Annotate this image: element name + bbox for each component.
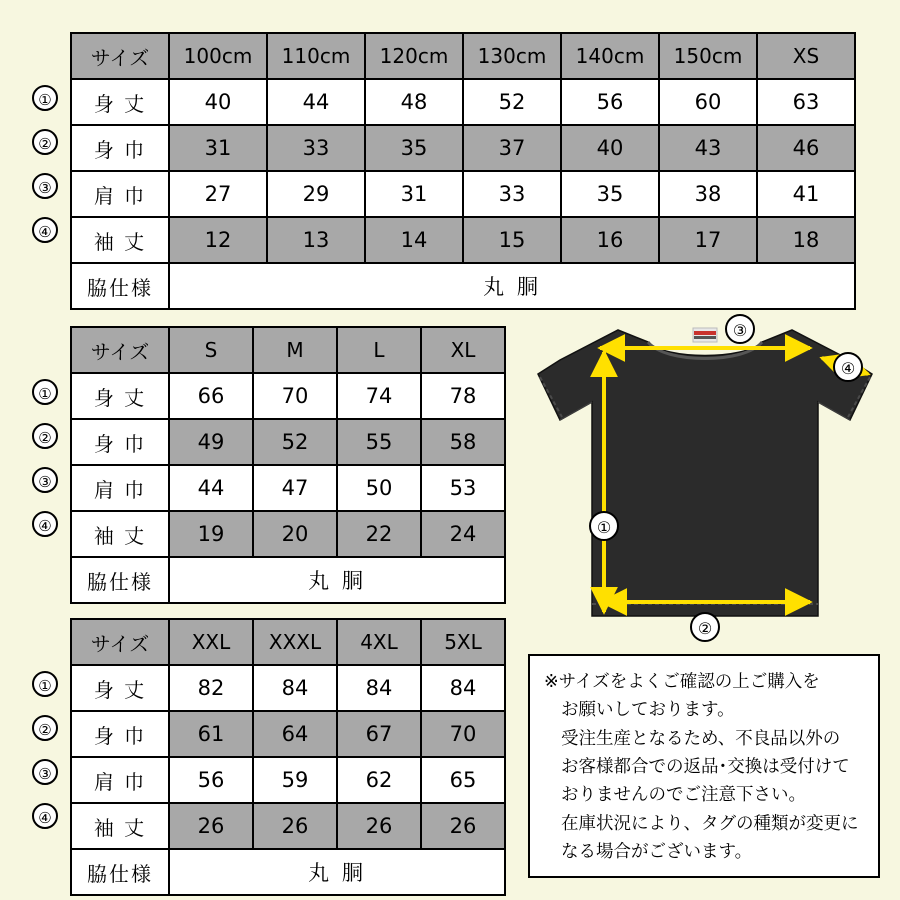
column-header: L	[337, 327, 421, 373]
table-cell: 66	[169, 373, 253, 419]
table-cell: 33	[463, 171, 561, 217]
column-header: XXL	[169, 619, 253, 665]
table-cell: 12	[169, 217, 267, 263]
marker-body-length: ①	[32, 671, 58, 697]
marker-sleeve-length: ④	[32, 803, 58, 829]
table-cell: 15	[463, 217, 561, 263]
marker-shoulder-width: ③	[32, 467, 58, 493]
table-cell: 53	[421, 465, 505, 511]
table-row	[71, 217, 855, 263]
marker-body-length: ①	[32, 85, 58, 111]
marker-shoulder-width: ③	[32, 759, 58, 785]
size-table-big	[38, 618, 506, 896]
table-cell: 26	[337, 803, 421, 849]
table-cell: 47	[253, 465, 337, 511]
table-cell: 20	[253, 511, 337, 557]
table-cell: 60	[659, 79, 757, 125]
table-cell: 35	[561, 171, 659, 217]
table-header-row	[71, 619, 505, 665]
column-header: 130cm	[463, 33, 561, 79]
row-label: 袖 丈	[71, 217, 169, 263]
table-cell: 58	[421, 419, 505, 465]
column-header: 150cm	[659, 33, 757, 79]
notice-line: お客様都合での返品･交換は受付けて	[561, 757, 850, 778]
table-cell: 82	[169, 665, 253, 711]
table-row	[71, 511, 505, 557]
table-cell: 43	[659, 125, 757, 171]
row-label: 脇仕様	[71, 849, 169, 895]
diagram-marker-sleeve-length: ④	[833, 352, 863, 382]
table-cell: 84	[421, 665, 505, 711]
column-header: サイズ	[71, 33, 169, 79]
tshirt-svg	[530, 316, 880, 646]
marker-shoulder-width: ③	[32, 173, 58, 199]
table-row	[71, 757, 505, 803]
purchase-notice-box	[528, 654, 880, 878]
marker-body-width: ②	[32, 423, 58, 449]
table-cell: 78	[421, 373, 505, 419]
size-table-adult	[38, 326, 506, 604]
table-cell: 37	[463, 125, 561, 171]
table-cell: 26	[421, 803, 505, 849]
table-cell: 59	[253, 757, 337, 803]
row-label: 肩 巾	[71, 171, 169, 217]
table-cell: 27	[169, 171, 267, 217]
table-cell: 24	[421, 511, 505, 557]
marker-sleeve-length: ④	[32, 217, 58, 243]
row-label: 肩 巾	[71, 757, 169, 803]
table-cell: 62	[337, 757, 421, 803]
row-label: 肩 巾	[71, 465, 169, 511]
table-cell: 48	[365, 79, 463, 125]
column-header: 100cm	[169, 33, 267, 79]
tshirt-measurement-diagram	[530, 316, 880, 646]
table-row	[71, 373, 505, 419]
side-spec-value: 丸 胴	[169, 557, 505, 603]
row-label: 身 丈	[71, 665, 169, 711]
notice-line: なる場合がございます。	[561, 842, 753, 863]
size-table-adult-grid	[70, 326, 506, 604]
table-cell: 40	[561, 125, 659, 171]
table-cell: 31	[365, 171, 463, 217]
row-label: 脇仕様	[71, 263, 169, 309]
table-row	[71, 711, 505, 757]
table-cell: 67	[337, 711, 421, 757]
notice-line: ※サイズをよくご確認の上ご購入を	[544, 672, 820, 692]
table-cell: 26	[169, 803, 253, 849]
table-header-row	[71, 33, 855, 79]
table-row	[71, 803, 505, 849]
table-cell: 52	[253, 419, 337, 465]
table-cell: 22	[337, 511, 421, 557]
table-cell: 56	[561, 79, 659, 125]
table-cell: 29	[267, 171, 365, 217]
column-header: M	[253, 327, 337, 373]
marker-body-length: ①	[32, 379, 58, 405]
table-cell: 49	[169, 419, 253, 465]
notice-line: 受注生産となるため、不良品以外の	[561, 728, 841, 749]
table-cell: 17	[659, 217, 757, 263]
size-table-kids	[38, 32, 856, 310]
table-footer-row	[71, 849, 505, 895]
row-label: 身 丈	[71, 79, 169, 125]
notice-line: 在庫状況により、タグの種類が変更に	[561, 813, 859, 834]
column-header: XL	[421, 327, 505, 373]
marker-sleeve-length: ④	[32, 511, 58, 537]
notice-line: おりませんのでご注意下さい。	[561, 785, 806, 806]
column-header: 120cm	[365, 33, 463, 79]
table-cell: 13	[267, 217, 365, 263]
notice-line: お願いしております。	[561, 700, 735, 721]
row-label: 袖 丈	[71, 803, 169, 849]
column-header: 5XL	[421, 619, 505, 665]
table-cell: 46	[757, 125, 855, 171]
table-row	[71, 171, 855, 217]
side-spec-value: 丸 胴	[169, 263, 855, 309]
table-cell: 50	[337, 465, 421, 511]
table-cell: 31	[169, 125, 267, 171]
table-cell: 14	[365, 217, 463, 263]
table-cell: 84	[337, 665, 421, 711]
diagram-marker-body-length: ①	[589, 511, 619, 541]
column-header: S	[169, 327, 253, 373]
column-header: XS	[757, 33, 855, 79]
row-label: 脇仕様	[71, 557, 169, 603]
table-cell: 55	[337, 419, 421, 465]
table-row	[71, 125, 855, 171]
table-cell: 44	[169, 465, 253, 511]
row-label: 袖 丈	[71, 511, 169, 557]
table-cell: 65	[421, 757, 505, 803]
table-footer-row	[71, 263, 855, 309]
table-row	[71, 465, 505, 511]
table-cell: 18	[757, 217, 855, 263]
column-header: サイズ	[71, 619, 169, 665]
table-cell: 70	[253, 373, 337, 419]
column-header: XXXL	[253, 619, 337, 665]
table-header-row	[71, 327, 505, 373]
table-cell: 19	[169, 511, 253, 557]
table-cell: 35	[365, 125, 463, 171]
row-label: 身 丈	[71, 373, 169, 419]
table-cell: 33	[267, 125, 365, 171]
table-cell: 61	[169, 711, 253, 757]
table-cell: 70	[421, 711, 505, 757]
row-label: 身 巾	[71, 711, 169, 757]
column-header: サイズ	[71, 327, 169, 373]
table-cell: 84	[253, 665, 337, 711]
brand-tag-icon	[693, 328, 717, 342]
size-table-big-grid	[70, 618, 506, 896]
table-cell: 41	[757, 171, 855, 217]
table-row	[71, 419, 505, 465]
size-table-kids-grid	[70, 32, 856, 310]
diagram-marker-body-width: ②	[690, 612, 720, 642]
side-spec-value: 丸 胴	[169, 849, 505, 895]
table-row	[71, 665, 505, 711]
diagram-marker-shoulder-width: ③	[725, 314, 755, 344]
column-header: 140cm	[561, 33, 659, 79]
table-row	[71, 79, 855, 125]
row-label: 身 巾	[71, 419, 169, 465]
table-cell: 74	[337, 373, 421, 419]
tshirt-shape	[538, 330, 872, 616]
table-cell: 64	[253, 711, 337, 757]
marker-body-width: ②	[32, 129, 58, 155]
table-cell: 44	[267, 79, 365, 125]
marker-body-width: ②	[32, 715, 58, 741]
row-label: 身 巾	[71, 125, 169, 171]
table-cell: 40	[169, 79, 267, 125]
table-footer-row	[71, 557, 505, 603]
table-cell: 52	[463, 79, 561, 125]
column-header: 110cm	[267, 33, 365, 79]
table-cell: 26	[253, 803, 337, 849]
table-cell: 56	[169, 757, 253, 803]
column-header: 4XL	[337, 619, 421, 665]
table-cell: 63	[757, 79, 855, 125]
table-cell: 16	[561, 217, 659, 263]
table-cell: 38	[659, 171, 757, 217]
